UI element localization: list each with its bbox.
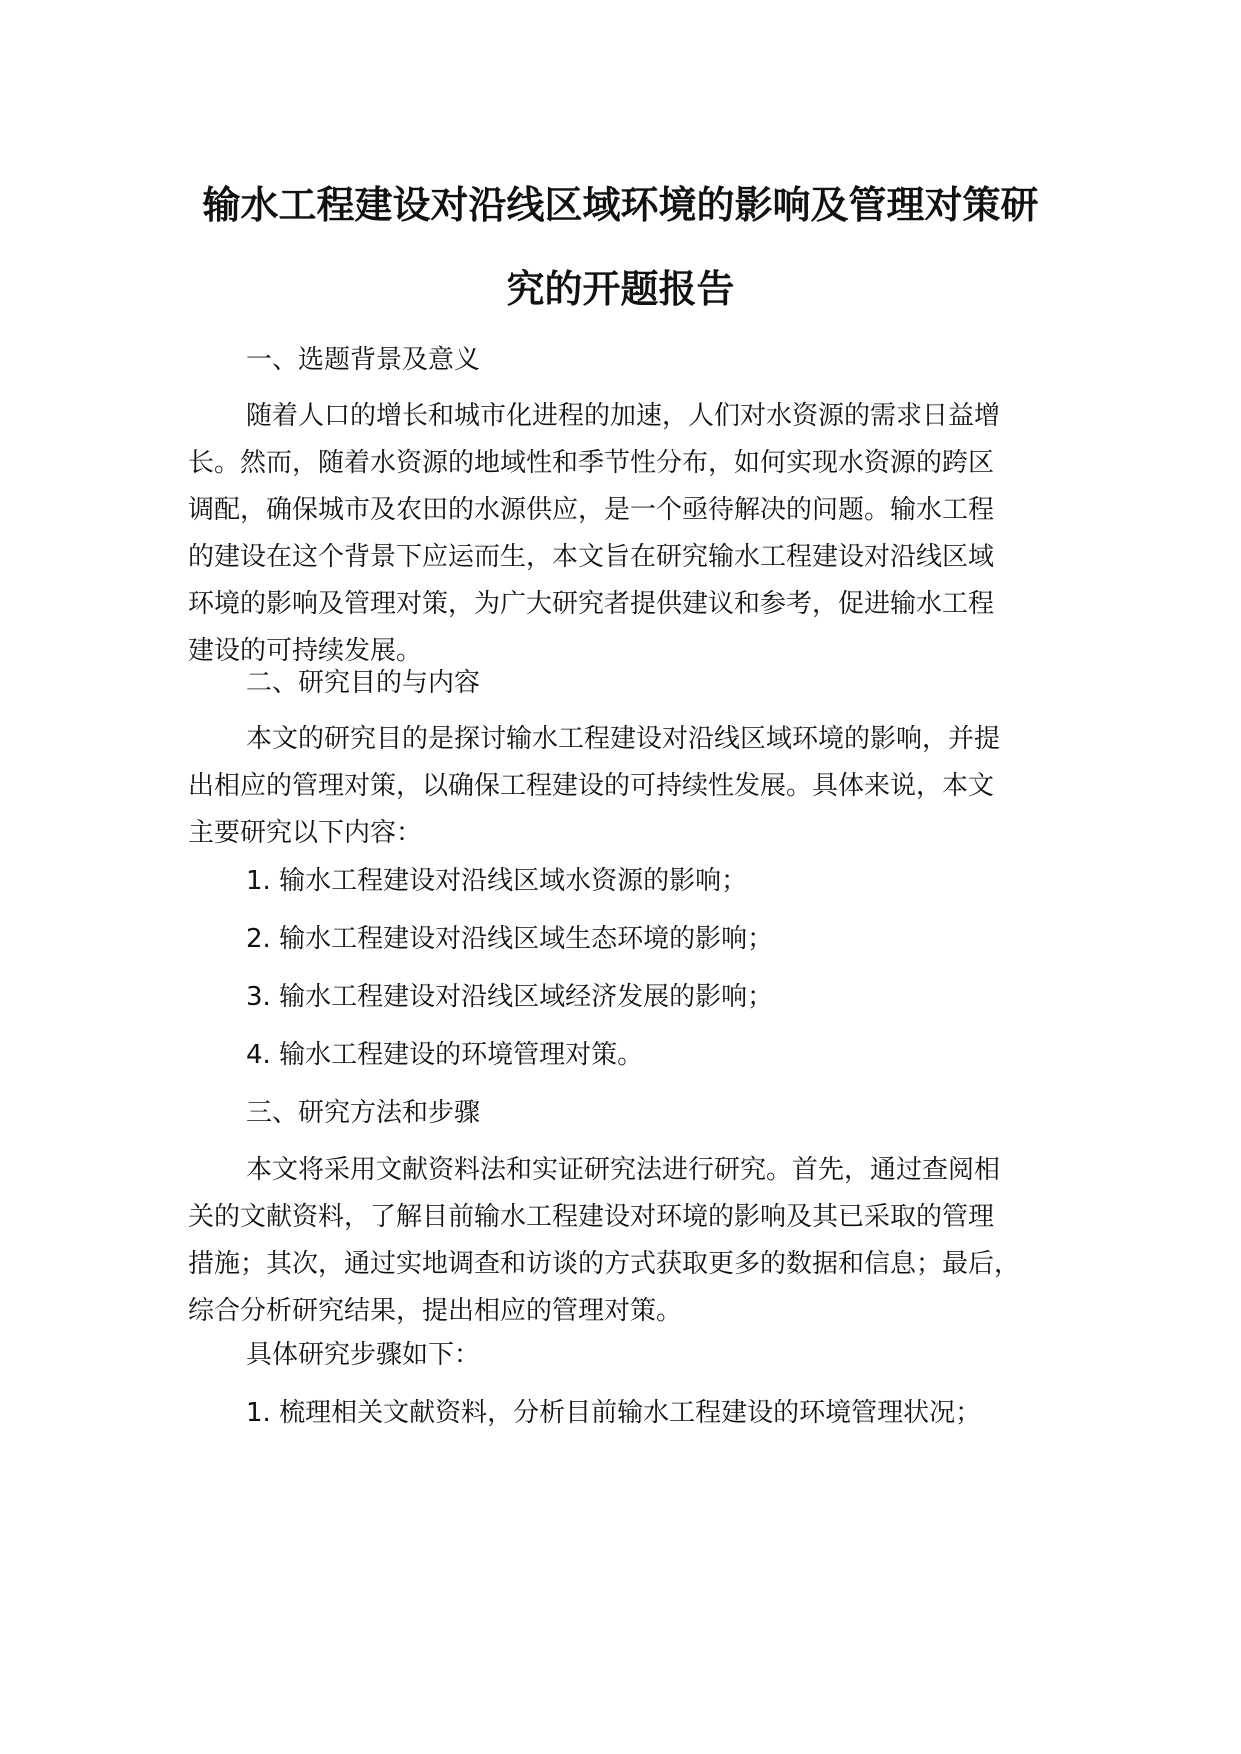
paragraph-line: 主要研究以下内容：	[188, 818, 423, 848]
paragraph-background	[188, 393, 1088, 675]
paragraph-line: 长。然而，随着水资源的地域性和季节性分布，如何实现水资源的跨区	[188, 448, 995, 478]
steps-intro: 具体研究步骤如下：	[246, 1340, 481, 1370]
section-heading-objectives: 二、研究目的与内容	[246, 668, 481, 698]
list-item: 1. 输水工程建设对沿线区域水资源的影响；	[246, 866, 748, 896]
paragraph-line: 随着人口的增长和城市化进程的加速，人们对水资源的需求日益增	[246, 401, 1001, 431]
paragraph-line: 出相应的管理对策，以确保工程建设的可持续性发展。具体来说，本文	[188, 771, 995, 801]
paragraph-line: 环境的影响及管理对策，为广大研究者提供建议和参考，促进输水工程	[188, 589, 995, 619]
document-title-line-2: 究的开题报告	[506, 267, 735, 311]
paragraph-methods	[188, 1147, 1088, 1335]
document-title-line-1: 输水工程建设对沿线区域环境的影响及管理对策研	[202, 183, 1039, 227]
paragraph-line: 关的文献资料，了解目前输水工程建设对环境的影响及其已采取的管理	[188, 1202, 995, 1232]
paragraph-line: 措施；其次，通过实地调查和访谈的方式获取更多的数据和信息；最后，	[188, 1249, 1021, 1279]
section-heading-methods: 三、研究方法和步骤	[246, 1098, 481, 1128]
list-item: 4. 输水工程建设的环境管理对策。	[246, 1040, 644, 1070]
list-item: 1. 梳理相关文献资料，分析目前输水工程建设的环境管理状况；	[246, 1398, 982, 1428]
list-item: 2. 输水工程建设对沿线区域生态环境的影响；	[246, 924, 774, 954]
list-item: 3. 输水工程建设对沿线区域经济发展的影响；	[246, 982, 774, 1012]
paragraph-line: 本文将采用文献资料法和实证研究法进行研究。首先，通过查阅相	[246, 1155, 1001, 1185]
paragraph-line: 的建设在这个背景下应运而生，本文旨在研究输水工程建设对沿线区域	[188, 542, 995, 572]
paragraph-line: 调配，确保城市及农田的水源供应，是一个亟待解决的问题。输水工程	[188, 495, 995, 525]
paragraph-line: 本文的研究目的是探讨输水工程建设对沿线区域环境的影响，并提	[246, 724, 1001, 754]
section-heading-background: 一、选题背景及意义	[246, 345, 481, 375]
paragraph-line: 建设的可持续发展。	[188, 636, 423, 666]
paragraph-objectives	[188, 716, 1088, 857]
paragraph-line: 综合分析研究结果，提出相应的管理对策。	[188, 1296, 683, 1326]
